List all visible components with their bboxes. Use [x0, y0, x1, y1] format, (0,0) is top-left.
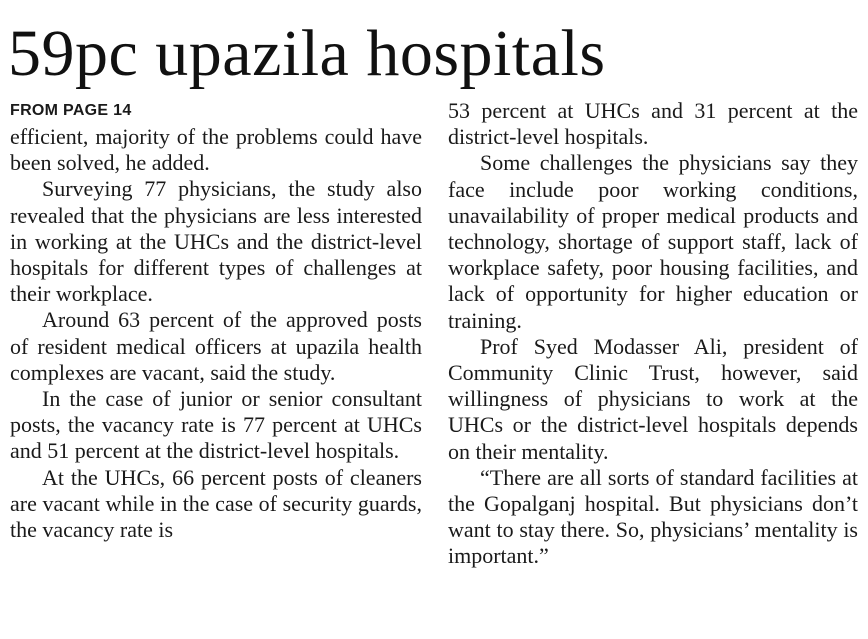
paragraph-continued: efficient, majority of the problems could have been solved, he added. — [10, 124, 422, 176]
paragraph: In the case of junior or senior consultant posts, the vacancy rate is 77 percent at UHCs and 51 percent at the district-level hospitals. — [10, 386, 422, 464]
headline: 59pc upazila hospitals — [8, 17, 606, 90]
paragraph: Surveying 77 physicians, the study also revealed that the physicians are less interested in working at the UHCs and the district-level hospitals for different types of challenges at their workplace. — [10, 176, 422, 307]
paragraph: “There are all sorts of standard facilities at the Gopalganj hospital. But physicians don’t want to stay there. So, physicians’ mentality is important.” — [448, 464, 858, 569]
paragraph: At the UHCs, 66 percent posts of cleaners are vacant while in the case of security guards, the vacancy rate is — [10, 464, 422, 543]
article-column-right — [448, 98, 858, 570]
article-column-left — [10, 98, 422, 543]
paragraph: Around 63 percent of the approved posts of resident medical officers at upazila health complexes are vacant, said the study. — [10, 307, 422, 385]
paragraph: Some challenges the physicians say they face include poor working conditions, unavailability of proper medical products and technology, shortage of support staff, lack of workplace safety, poor housing facilities, and lack of opportunity for higher education or training. — [448, 150, 858, 333]
jump-line: FROM PAGE 14 — [10, 102, 132, 119]
paragraph-continued: 53 percent at UHCs and 31 percent at the district-level hospitals. — [448, 98, 858, 150]
paragraph: Prof Syed Modasser Ali, president of Community Clinic Trust, however, said willingness of physicians to work at the UHCs or the district-level hospitals depends on their mentality. — [448, 333, 858, 464]
